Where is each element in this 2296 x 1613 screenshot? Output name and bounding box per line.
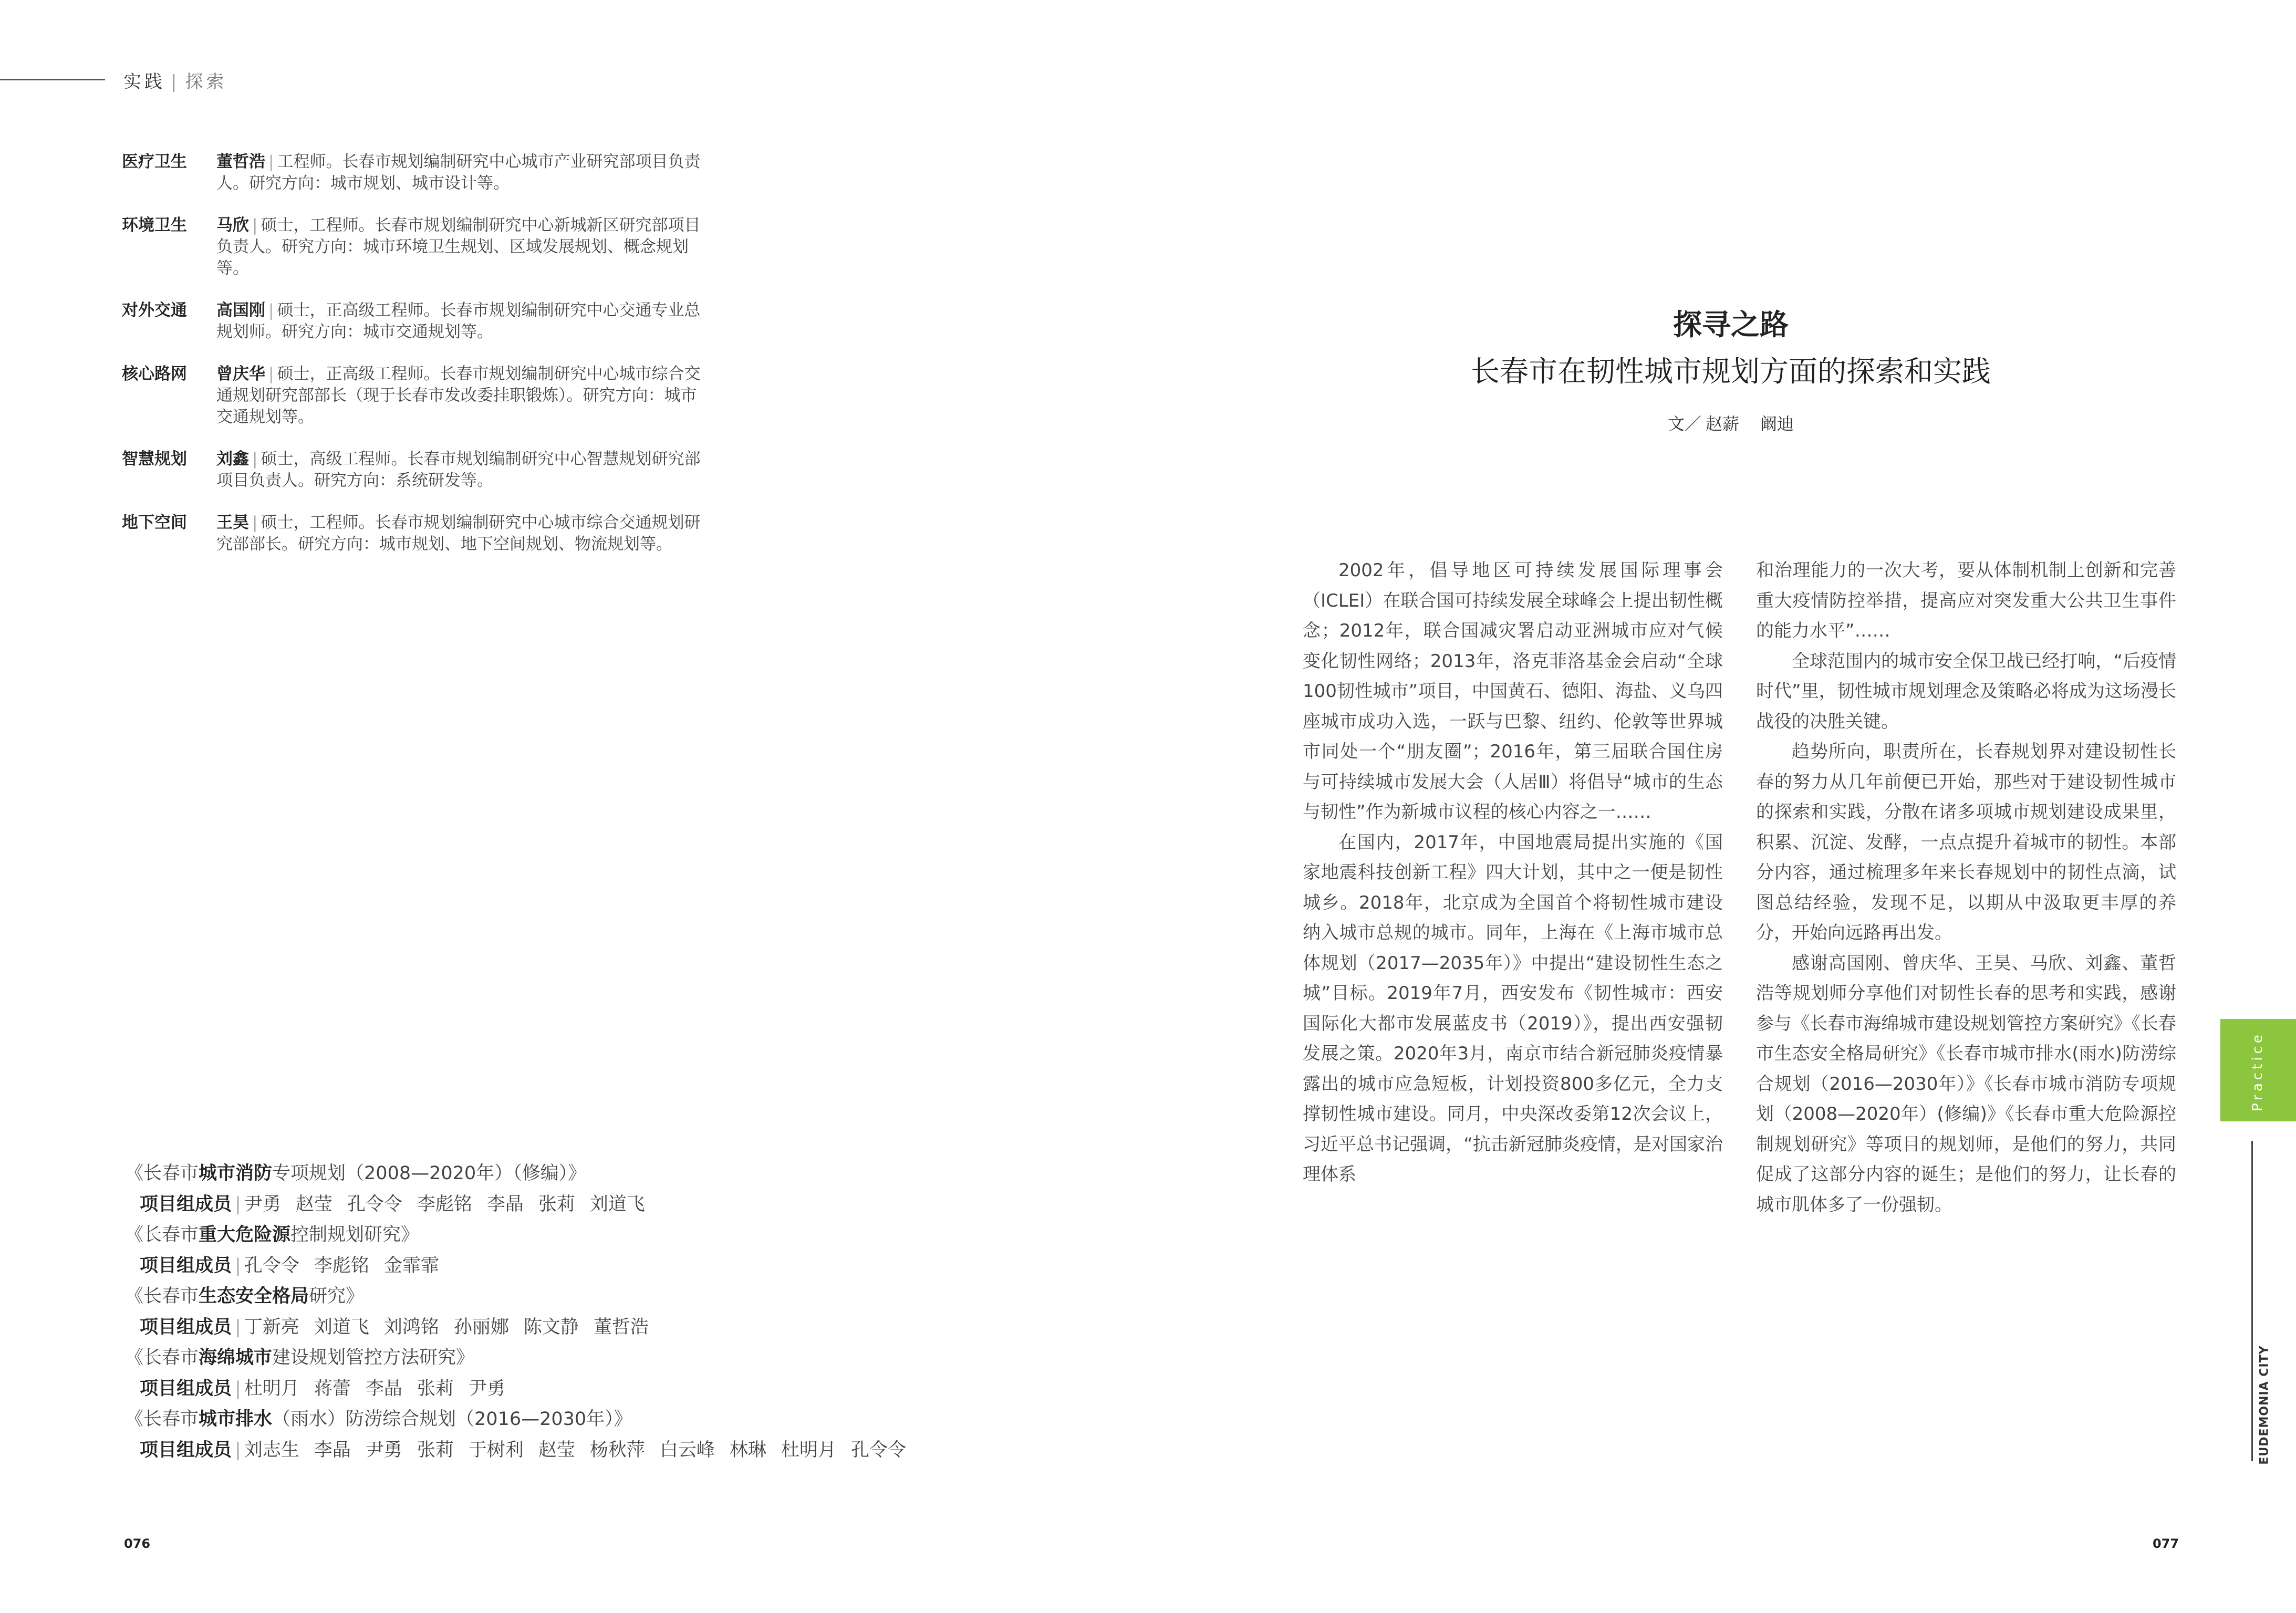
member-name: 陈文静 — [523, 1316, 579, 1338]
project-members — [125, 1251, 1018, 1282]
author-name: 董哲浩 — [216, 152, 265, 171]
article-column-2 — [1756, 556, 2176, 1220]
section-tag — [123, 67, 227, 93]
member-name: 赵莹 — [295, 1193, 333, 1215]
edge-rule — [2251, 1141, 2253, 1461]
page-number-left: 076 — [124, 1536, 151, 1551]
project-title-post: 研究》 — [309, 1286, 365, 1307]
project-title-emphasis: 城市排水 — [199, 1409, 273, 1430]
author-bio: 工程师。长春市规划编制研究中心城市产业研究部项目负责人。研究方向：城市规划、城市设计等。 — [216, 152, 701, 193]
author-name: 王昊 — [216, 513, 249, 532]
paragraph: 感谢高国刚、曾庆华、王昊、马欣、刘鑫、董哲浩等规划师分享他们对韧性长春的思考和实践，感谢参与《长春市海绵城市建设规划管控方案研究》《长春市生态安全格局研究》《长春市城市排水(雨水)防涝综合规划（2016—2030年）》《长春市城市消防专项规划（2008—2020年）(修编)》《长春市重大危险源控制规划研究》等项目的规划师，是他们的努力，共同促成了这部分内容的诞生；是他们的努力，让长春的城市肌体多了一份强韧。 — [1756, 952, 2176, 1215]
project-title — [125, 1343, 1018, 1373]
author-entry — [216, 449, 705, 492]
project-title-post: 专项规划（2008—2020年）（修编）》 — [272, 1163, 587, 1184]
author-divider: | — [252, 216, 258, 235]
member-name: 张莉 — [538, 1193, 575, 1215]
paragraph: 和治理能力的一次大考，要从体制机制上创新和完善重大疫情防控举措，提高应对突发重大公共卫生事件的能力水平”…… — [1756, 560, 2176, 641]
author-name: 曾庆华 — [216, 365, 265, 383]
section-separator: | — [171, 71, 180, 92]
member-name: 刘鸿铭 — [383, 1316, 439, 1338]
edge-brand: EUDEMONIA CITY — [2258, 1345, 2271, 1465]
author-category: 核心路网 — [122, 365, 187, 383]
member-name: 丁新亮 — [244, 1316, 299, 1338]
project-title-pre: 《长春市 — [125, 1409, 199, 1430]
project-title-emphasis: 生态安全格局 — [199, 1286, 309, 1307]
member-name: 孔令令 — [850, 1439, 906, 1461]
member-name: 金霏霏 — [383, 1255, 439, 1276]
author-row — [122, 300, 705, 343]
article-byline — [1303, 411, 2159, 435]
member-name: 李晶 — [314, 1439, 351, 1461]
paragraph: 在国内，2017年，中国地震局提出实施的《国家地震科技创新工程》四大计划，其中之一便是韧性城乡。2018年，北京成为全国首个将韧性城市建设纳入城市总规的城市。同年，上海在《上海市城市总体规划（2017—2035年）》中提出“建设韧性生态之城”目标。2019年7月，西安发布《韧性城市：西安国际化大都市发展蓝皮书（2019）》，提出西安强韧发展之策。2020年3月，南京市结合新冠肺炎疫情暴露出的城市应急短板，计划投资800多亿元，全力支撑韧性城市建设。同月，中央深改委第12次会议上，习近平总书记强调，“抗击新冠肺炎疫情，是对国家治理体系 — [1303, 831, 1723, 1185]
author-list — [122, 151, 705, 576]
project-members — [125, 1312, 1018, 1343]
members-divider: | — [235, 1255, 241, 1276]
author-category: 对外交通 — [122, 301, 187, 320]
project-title-emphasis: 海绵城市 — [199, 1347, 273, 1368]
author-entry — [216, 300, 705, 343]
paragraph: 2002年，倡导地区可持续发展国际理事会（ICLEI）在联合国可持续发展全球峰会上提出韧性概念；2012年，联合国减灾署启动亚洲城市应对气候变化韧性网络；2013年，洛克菲洛基金会启动“全球100韧性城市”项目，中国黄石、德阳、海盐、义乌四座城市成功入选，一跃与巴黎、纽约、伦敦等世界城市同处一个“朋友圈”；2016年，第三届联合国住房与可持续城市发展大会（人居Ⅲ）将倡导“城市的生态与韧性”作为新城市议程的核心内容之一…… — [1303, 560, 1723, 823]
members-label: 项目组成员 — [140, 1193, 232, 1215]
author-entry — [216, 512, 705, 555]
member-name: 尹勇 — [468, 1378, 505, 1399]
member-name: 赵莹 — [538, 1439, 575, 1461]
byline-author: 阚迪 — [1760, 414, 1794, 434]
member-name: 李彪铭 — [417, 1193, 472, 1215]
members-label: 项目组成员 — [140, 1255, 232, 1276]
member-name: 董哲浩 — [593, 1316, 649, 1338]
project-members — [125, 1435, 1018, 1466]
member-name: 孙丽娜 — [453, 1316, 509, 1338]
author-bio: 硕士，正高级工程师。长春市规划编制研究中心交通专业总规划师。研究方向：城市交通规划等。 — [216, 301, 701, 341]
member-name: 林琳 — [729, 1439, 766, 1461]
members-label: 项目组成员 — [140, 1378, 232, 1399]
member-name: 于树利 — [468, 1439, 524, 1461]
paragraph: 全球范围内的城市安全保卫战已经打响，“后疫情时代”里，韧性城市规划理念及策略必将成为这场漫长战役的决胜关键。 — [1756, 650, 2176, 732]
member-name: 李晶 — [486, 1193, 524, 1215]
author-row — [122, 512, 705, 555]
member-name: 白云峰 — [659, 1439, 715, 1461]
project-list — [125, 1158, 1018, 1465]
member-name: 李彪铭 — [314, 1255, 369, 1276]
article-title: 探寻之路 — [1672, 308, 1789, 341]
project-title-pre: 《长春市 — [125, 1347, 199, 1368]
member-name: 杨秋萍 — [589, 1439, 645, 1461]
members-divider: | — [235, 1439, 241, 1461]
member-name: 张莉 — [417, 1439, 454, 1461]
members-divider: | — [235, 1378, 241, 1399]
member-name: 刘志生 — [244, 1439, 299, 1461]
project-title — [125, 1158, 1018, 1189]
paragraph: 趋势所向，职责所在，长春规划界对建设韧性长春的努力从几年前便已开始，那些对于建设韧性城市的探索和实践，分散在诸多项城市规划建设成果里，积累、沉淀、发酵，一点点提升着城市的韧性。本部分内容，通过梳理多年来长春规划中的韧性点滴，试图总结经验，发现不足，以期从中汲取更丰厚的养分，开始向远路再出发。 — [1756, 741, 2176, 943]
member-name: 刘道飞 — [314, 1316, 369, 1338]
subsection-label: 探索 — [185, 71, 227, 92]
members-label: 项目组成员 — [140, 1439, 232, 1461]
author-bio: 硕士，工程师。长春市规划编制研究中心城市综合交通规划研究部部长。研究方向：城市规划、地下空间规划、物流规划等。 — [216, 513, 701, 554]
project-title-emphasis: 重大危险源 — [199, 1224, 291, 1245]
author-row — [122, 449, 705, 492]
article-subtitle: 长春市在韧性城市规划方面的探索和实践 — [1470, 355, 1991, 388]
member-name: 杜明月 — [244, 1378, 299, 1399]
practice-tab-label: Practice — [2250, 1032, 2266, 1111]
member-name: 蒋蕾 — [314, 1378, 351, 1399]
member-name: 张莉 — [417, 1378, 454, 1399]
author-category: 环境卫生 — [122, 216, 187, 235]
project-title-post: 控制规划研究》 — [290, 1224, 420, 1245]
author-divider: | — [268, 301, 274, 320]
member-name: 尹勇 — [365, 1439, 402, 1461]
members-divider: | — [235, 1193, 241, 1215]
project-members — [125, 1189, 1018, 1220]
byline-prefix: 文／ — [1667, 414, 1701, 434]
author-entry — [216, 215, 705, 279]
article-header — [1303, 304, 2159, 435]
page-number-right: 077 — [2153, 1536, 2179, 1551]
member-name: 尹勇 — [244, 1193, 281, 1215]
author-category: 地下空间 — [122, 513, 187, 532]
author-divider: | — [268, 152, 274, 171]
author-divider: | — [252, 450, 258, 469]
project-title-pre: 《长春市 — [125, 1286, 199, 1307]
author-divider: | — [268, 365, 274, 383]
project-title — [125, 1220, 1018, 1251]
author-category: 智慧规划 — [122, 450, 187, 469]
author-row — [122, 151, 705, 194]
project-title-post: 建设规划管控方法研究》 — [272, 1347, 475, 1368]
members-label: 项目组成员 — [140, 1316, 232, 1338]
author-bio: 硕士，正高级工程师。长春市规划编制研究中心城市综合交通规划研究部部长（现于长春市发改委挂职锻炼）。研究方向：城市交通规划等。 — [216, 365, 701, 426]
section-label: 实践 — [123, 71, 165, 92]
project-title-pre: 《长春市 — [125, 1163, 199, 1184]
member-name: 刘道飞 — [589, 1193, 645, 1215]
author-row — [122, 363, 705, 428]
member-name: 孔令令 — [244, 1255, 299, 1276]
byline-author: 赵薪 — [1705, 414, 1739, 434]
author-entry — [216, 151, 705, 194]
header-rule — [0, 79, 105, 80]
member-name: 杜明月 — [781, 1439, 836, 1461]
project-title — [125, 1404, 1018, 1435]
project-title — [125, 1281, 1018, 1312]
project-title-emphasis: 城市消防 — [199, 1163, 273, 1184]
member-name: 李晶 — [365, 1378, 402, 1399]
project-title-post: （雨水）防涝综合规划（2016—2030年）》 — [272, 1409, 632, 1430]
author-name: 高国刚 — [216, 301, 265, 320]
author-name: 马欣 — [216, 216, 249, 235]
author-name: 刘鑫 — [216, 450, 249, 469]
author-row — [122, 215, 705, 279]
author-bio: 硕士，工程师。长春市规划编制研究中心新城新区研究部项目负责人。研究方向：城市环境卫生规划、区域发展规划、概念规划等。 — [216, 216, 701, 278]
project-title-pre: 《长春市 — [125, 1224, 199, 1245]
author-category: 医疗卫生 — [122, 152, 187, 171]
members-divider: | — [235, 1316, 241, 1338]
member-name: 孔令令 — [347, 1193, 402, 1215]
author-bio: 硕士，高级工程师。长春市规划编制研究中心智慧规划研究部项目负责人。研究方向：系统研发等。 — [216, 450, 701, 490]
project-members — [125, 1373, 1018, 1404]
author-entry — [216, 363, 705, 428]
article-column-1 — [1303, 556, 1723, 1190]
author-divider: | — [252, 513, 258, 532]
